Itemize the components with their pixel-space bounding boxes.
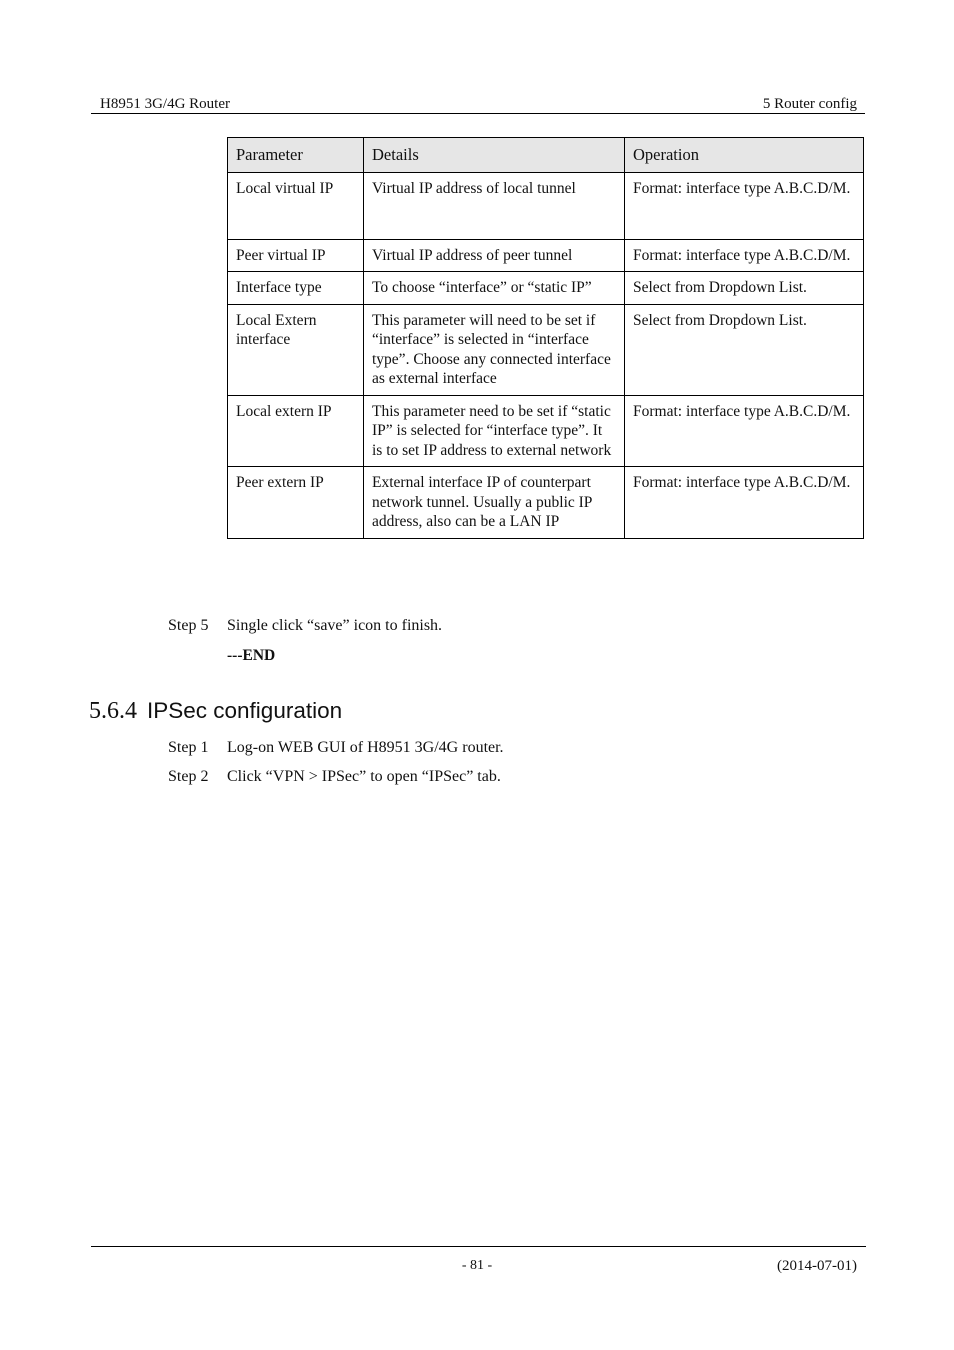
column-header-parameter: Parameter <box>228 138 364 173</box>
table-cell: Select from Dropdown List. <box>625 272 864 305</box>
step-2 <box>168 768 501 786</box>
table-cell: Peer extern IP <box>228 467 364 539</box>
table-cell: Select from Dropdown List. <box>625 304 864 395</box>
section-heading <box>89 698 342 725</box>
table-cell: Format: interface type A.B.C.D/M. <box>625 467 864 539</box>
header-title: H8951 3G/4G Router <box>100 96 230 112</box>
step-label: Step 1 <box>168 739 209 756</box>
section-number: 5.6.4 <box>89 698 137 724</box>
table-row <box>228 304 864 395</box>
table-row <box>228 395 864 467</box>
end-marker: ---END <box>227 647 276 664</box>
step-1 <box>168 739 504 757</box>
table-cell: Virtual IP address of peer tunnel <box>364 239 625 272</box>
table-cell: External interface IP of counterpart network tunnel. Usually a public IP address, also can be a LAN IP <box>364 467 625 539</box>
table-cell: Interface type <box>228 272 364 305</box>
page-header <box>91 95 865 114</box>
section-title: IPSec configuration <box>147 698 343 723</box>
table-cell: Local Extern interface <box>228 304 364 395</box>
header-chapter: 5 Router config <box>762 96 857 112</box>
table-row <box>228 239 864 272</box>
table-cell: This parameter will need to be set if “interface” is selected in “interface type”. Choose any connected interface as external interface <box>364 304 625 395</box>
step-label: Step 5 <box>168 617 209 634</box>
table-cell: Local virtual IP <box>228 172 364 239</box>
table-cell: Format: interface type A.B.C.D/M. <box>625 172 864 239</box>
table-cell: Peer virtual IP <box>228 239 364 272</box>
table-cell: Local extern IP <box>228 395 364 467</box>
table-row <box>228 172 864 239</box>
footer-divider <box>91 1246 866 1247</box>
step-text: Click “VPN > IPSec” to open “IPSec” tab. <box>227 768 501 785</box>
column-header-details: Details <box>364 138 625 173</box>
step-label: Step 2 <box>168 768 209 785</box>
table-cell: Virtual IP address of local tunnel <box>364 172 625 239</box>
table-cell: This parameter need to be set if “static IP” is selected for “interface type”. It is to set IP address to external network <box>364 395 625 467</box>
table-row <box>228 467 864 539</box>
table-cell: Format: interface type A.B.C.D/M. <box>625 239 864 272</box>
step-text: Log-on WEB GUI of H8951 3G/4G router. <box>227 739 504 756</box>
column-header-operation: Operation <box>625 138 864 173</box>
table-cell: Format: interface type A.B.C.D/M. <box>625 395 864 467</box>
table-header-row <box>228 138 864 173</box>
table-row <box>228 272 864 305</box>
step-text: Single click “save” icon to finish. <box>227 617 443 634</box>
step-5 <box>168 617 442 635</box>
page-number: - 81 - <box>461 1258 493 1273</box>
table-cell: To choose “interface” or “static IP” <box>364 272 625 305</box>
footer-date: (2014-07-01) <box>777 1258 857 1274</box>
parameter-table <box>227 137 864 539</box>
